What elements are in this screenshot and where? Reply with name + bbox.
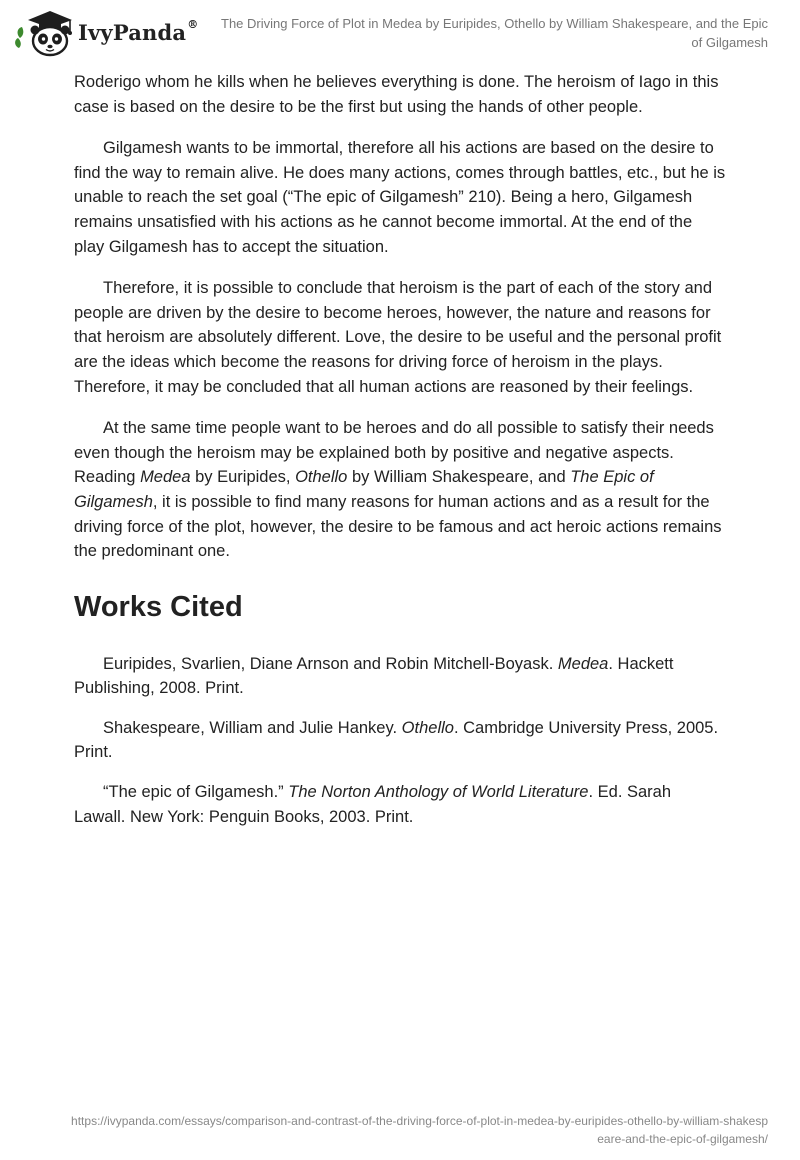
logo-name: IvyPanda xyxy=(78,20,187,45)
citation-text: . Ed. Sarah Lawall. New York: Penguin Books, 2003. Print. xyxy=(74,783,672,826)
ivypanda-logo[interactable] xyxy=(14,8,214,58)
body-paragraph: Gilgamesh wants to be immortal, therefore all his actions are based on the desire to find the way to remain alive. He does many actions, comes through battles, etc., but he is unable to reach the set goal (“The epic of Gilgamesh” 210). Being a hero, Gilgamesh remains unsatisfied with his actions as he cannot become immortal. At the end of the play Gilgamesh has to accept the situation. xyxy=(74,139,726,256)
citation-entry xyxy=(74,716,726,765)
document-title: The Driving Force of Plot in Medea by Euripides, Othello by William Shakespeare, and the Epic of Gilgamesh xyxy=(221,16,768,50)
essay-content xyxy=(74,70,726,844)
page-header xyxy=(0,0,800,70)
citation-text: Euripides, Svarlien, Diane Arnson and Robin Mitchell-Boyask. xyxy=(103,654,558,673)
leaf-icon xyxy=(15,38,21,48)
paragraph-text: by William Shakespeare, and xyxy=(347,468,571,487)
citation-entry xyxy=(74,780,726,829)
logo-wordmark xyxy=(78,20,198,45)
citation-text: Shakespeare, William and Julie Hankey. xyxy=(103,718,402,737)
body-paragraph: Therefore, it is possible to conclude that heroism is the part of each of the story and people are driven by the desire to become heroes, however, the nature and reasons for that heroism are absolutely different. Love, the desire to be useful and the personal profit are the ideas which become the reasons for driving force of heroism in the plays. Therefore, it may be concluded that all human actions are reasoned by their feelings. xyxy=(74,279,722,396)
citation-text: . Cambridge University Press, 2005. Print. xyxy=(74,718,719,762)
citation-title: The Norton Anthology of World Literature xyxy=(288,783,589,802)
leaf-icon xyxy=(18,27,24,38)
book-title-medea: Medea xyxy=(140,468,191,487)
body-paragraph xyxy=(74,416,726,564)
citation-text: . Hackett Publishing, 2008. Print. xyxy=(74,654,674,698)
logo-registered-mark: ® xyxy=(187,18,199,31)
citation-title: Medea xyxy=(557,654,609,673)
paragraph-text: At the same time people want to be heroes and do all possible to satisfy their needs even though the heroism may be explained both by positive and negative aspects. Reading xyxy=(74,419,714,487)
citation-text: “The epic of Gilgamesh.” xyxy=(103,783,289,802)
body-paragraph: Roderigo whom he kills when he believes everything is done. The heroism of Iago in this case is based on the desire to be the first but using the hands of other people. xyxy=(74,73,719,116)
book-title-othello: Othello xyxy=(295,468,348,487)
source-url-link[interactable]: https://ivypanda.com/essays/comparison-and-contrast-of-the-driving-force-of-plot-in-medea-by-euripides-othello-by-william-shakespeare-and-the-epic-of-gilgamesh/ xyxy=(71,1114,768,1146)
citation-entry xyxy=(74,652,726,701)
panda-graduate-logo-icon xyxy=(14,8,78,58)
book-title-gilgamesh: The Epic of Gilgamesh xyxy=(74,468,654,511)
works-cited-heading: Works Cited xyxy=(74,590,243,623)
paragraph-text: , it is possible to find many reasons for human actions and as a result for the driving force of the plot, however, the desire to be famous and act heroic actions remains the predominant one. xyxy=(74,492,722,561)
citation-title: Othello xyxy=(401,718,454,737)
paragraph-text: by Euripides, xyxy=(190,468,296,487)
